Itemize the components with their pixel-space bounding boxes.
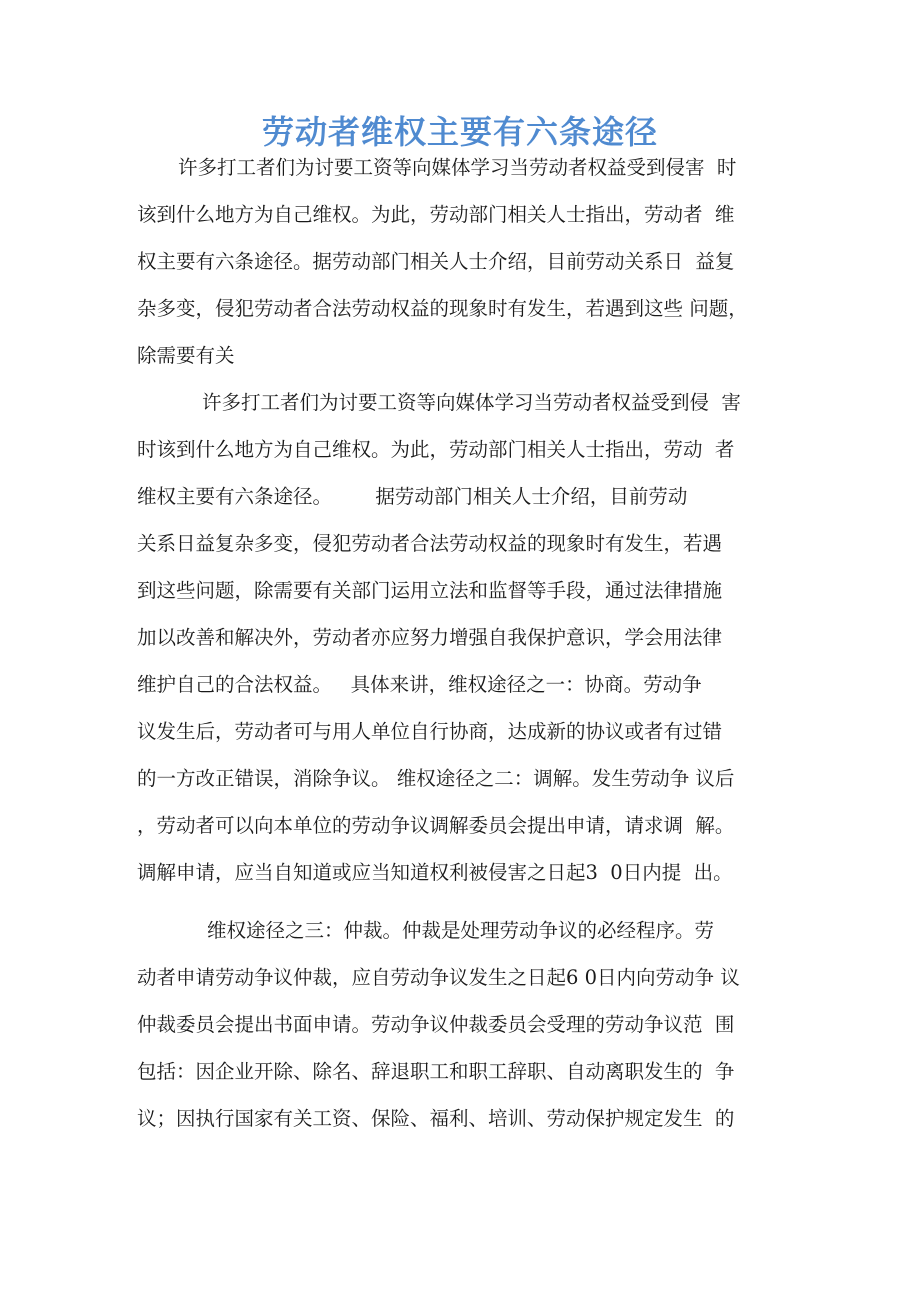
document-title: 劳动者维权主要有六条途径 xyxy=(261,113,658,152)
text-line: 维护自己的合法权益。 具体来讲，维权途径之一：协商。劳动争 xyxy=(137,673,702,696)
text-line: 该到什么地方为自己维权。为此，劳动部门相关人士指出，劳动者 维 xyxy=(137,203,735,226)
text-line: 的一方改正错误，消除争议。 维权途径之二：调解。发生劳动争 议后 xyxy=(137,767,735,790)
text-line: 许多打工者们为讨要工资等向媒体学习当劳动者权益受到侵 害 xyxy=(202,391,741,414)
text-line: 除需要有关 xyxy=(137,344,235,367)
text-line: 许多打工者们为讨要工资等向媒体学习当劳动者权益受到侵害 时 xyxy=(178,156,737,179)
text-line: 调解申请，应当自知道或应当知道权利被侵害之日起3 0日内提 出。 xyxy=(137,861,733,884)
paragraph xyxy=(137,907,817,1142)
text-line: 到这些问题，除需要有关部门运用立法和监督等手段，通过法律措施 xyxy=(137,579,723,602)
text-line: 时该到什么地方为自己维权。为此，劳动部门相关人士指出，劳动 者 xyxy=(137,438,735,461)
text-line: 杂多变，侵犯劳动者合法劳动权益的现象时有发生，若遇到这些 问题， xyxy=(137,297,748,320)
text-line: ，劳动者可以向本单位的劳动争议调解委员会提出申请，请求调 解。 xyxy=(137,814,735,837)
text-line: 维权主要有六条途径。 据劳动部门相关人士介绍，目前劳动 xyxy=(137,485,688,508)
text-line: 权主要有六条途径。据劳动部门相关人士介绍，目前劳动关系日 益复 xyxy=(137,250,735,273)
text-line: 关系日益复杂多变，侵犯劳动者合法劳动权益的现象时有发生，若遇 xyxy=(137,532,723,555)
text-line: 议；因执行国家有关工资、保险、福利、培训、劳动保护规定发生 的 xyxy=(137,1107,735,1130)
text-line: 动者申请劳动争议仲裁，应自劳动争议发生之日起6 0日内向劳动争 议 xyxy=(137,966,740,989)
text-line: 仲裁委员会提出书面申请。劳动争议仲裁委员会受理的劳动争议范 围 xyxy=(137,1013,735,1036)
paragraph xyxy=(137,144,817,379)
text-line: 加以改善和解决外，劳动者亦应努力增强自我保护意识，学会用法律 xyxy=(137,626,723,649)
text-line: 包括：因企业开除、除名、辞退职工和职工辞职、自动离职发生的 争 xyxy=(137,1060,735,1083)
text-line: 维权途径之三：仲裁。仲裁是处理劳动争议的必经程序。劳 xyxy=(207,919,715,942)
document-body xyxy=(137,144,817,1142)
paragraph xyxy=(137,379,817,896)
text-line: 议发生后，劳动者可与用人单位自行协商，达成新的协议或者有过错 xyxy=(137,720,723,743)
